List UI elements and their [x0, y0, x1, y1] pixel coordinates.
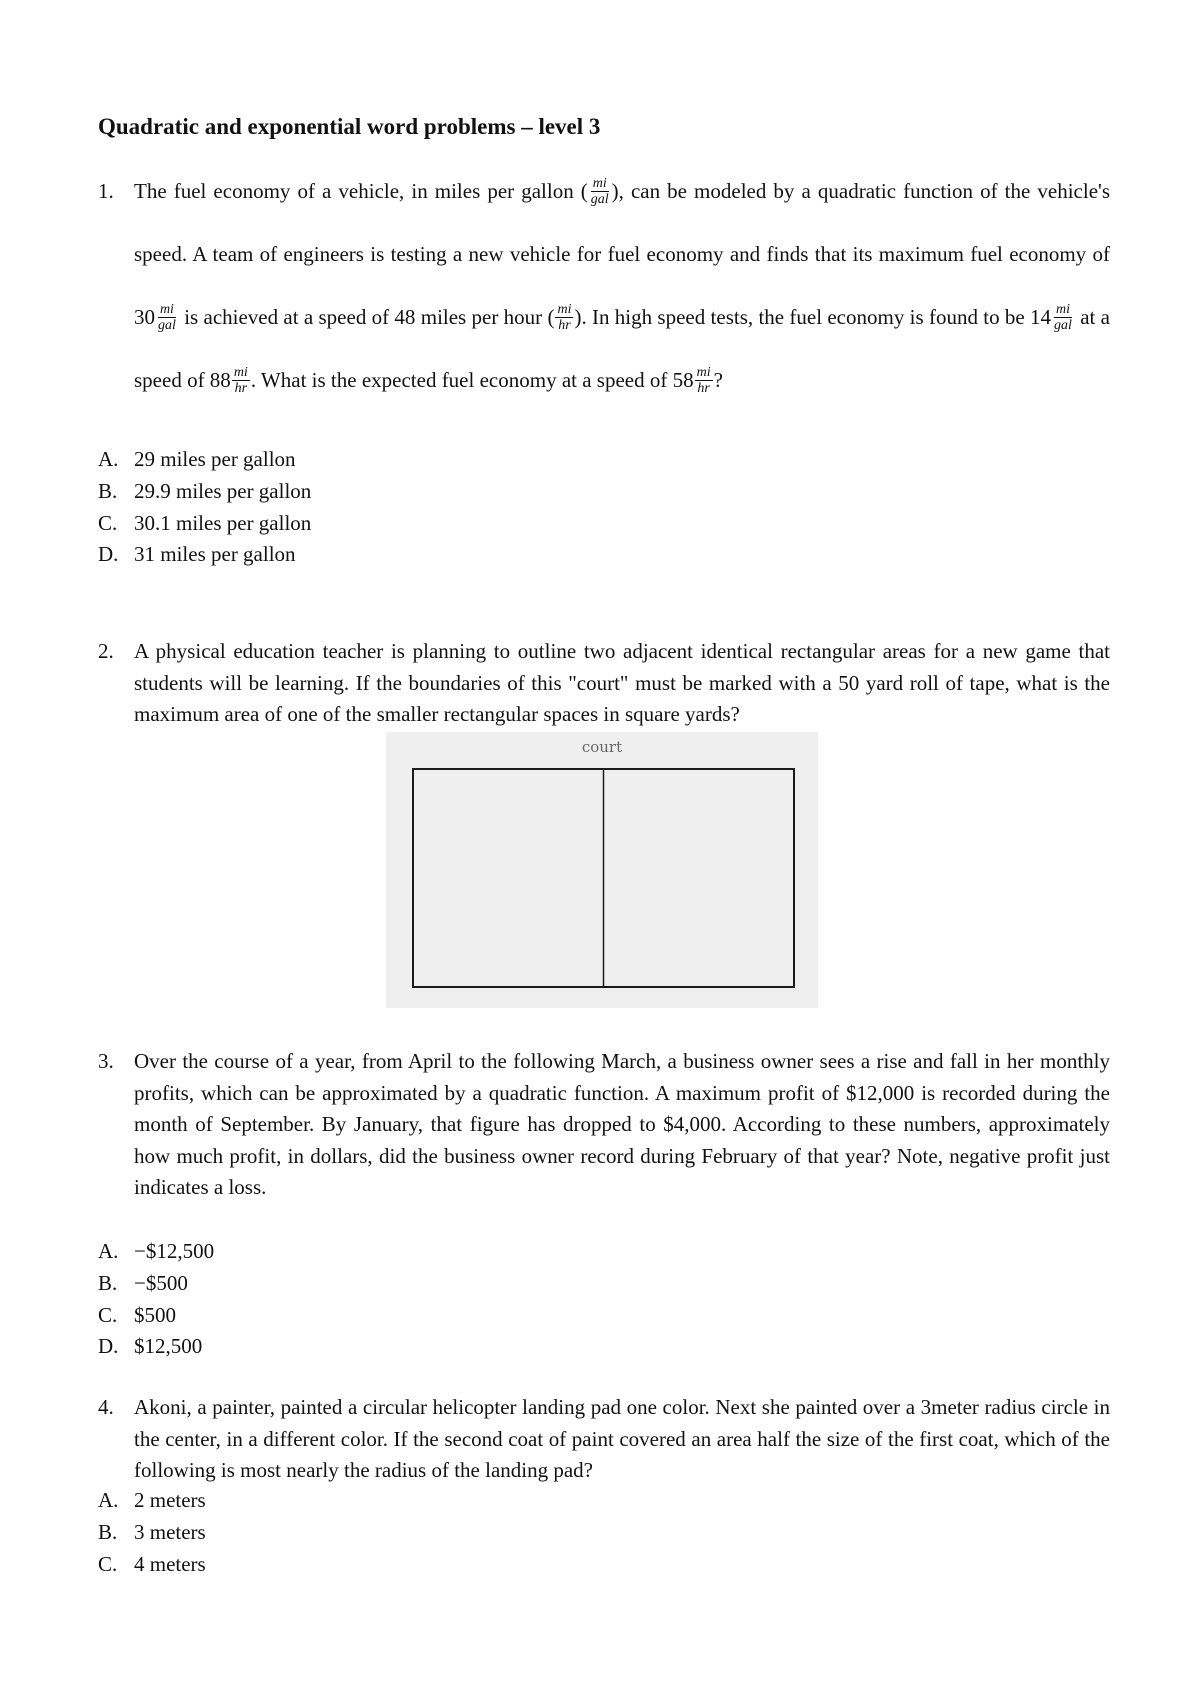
fraction-numerator: mi — [159, 301, 174, 317]
option-letter: A. — [98, 1488, 119, 1512]
question-3 — [98, 1046, 1110, 1204]
unit-fraction — [695, 365, 713, 396]
option-letter: B. — [98, 1519, 118, 1544]
option-text: 31 miles per gallon — [134, 542, 296, 567]
fraction-denominator: gal — [590, 191, 609, 207]
fraction-denominator: gal — [158, 317, 176, 333]
text-run: ). In high speed tests, the fuel economy is found to be 14 — [574, 305, 1052, 329]
answer-option[interactable] — [98, 476, 311, 508]
unit-fraction — [156, 302, 178, 333]
question-number: 4. — [98, 1395, 114, 1419]
answer-option[interactable] — [98, 444, 311, 476]
option-letter: A. — [98, 447, 119, 471]
unit-fraction — [232, 365, 250, 396]
text-run: is achieved at a speed of 48 miles per hour ( — [178, 305, 555, 329]
fraction-numerator: mi — [592, 175, 607, 191]
option-text: −$12,500 — [134, 1239, 215, 1263]
answer-option[interactable] — [98, 1485, 206, 1517]
fraction-denominator: hr — [558, 317, 571, 333]
answer-option[interactable] — [98, 1331, 214, 1363]
answer-options-q3 — [98, 1236, 214, 1363]
option-text: 30.1 miles per gallon — [134, 510, 312, 535]
question-2 — [98, 636, 1110, 731]
court-diagram — [386, 732, 818, 1008]
question-4 — [98, 1392, 1110, 1487]
figure-caption: court — [581, 738, 623, 756]
fraction-denominator: hr — [697, 380, 710, 396]
fraction-denominator: gal — [1054, 317, 1072, 333]
question-text: Over the course of a year, from April to the following March, a business owner sees a rise and fall in her monthly profits, which can be approximated by a quadratic function. A maximum profit of $12,000 is recorded during the month of September. By January, that figure has dropped to $4,000. According to these numbers, approximately how much profit, in dollars, did the business owner record during February of that year? Note, negative profit just indicates a loss. — [134, 1049, 1110, 1199]
option-text: 29 miles per gallon — [134, 447, 296, 471]
fraction-numerator: mi — [557, 301, 572, 317]
question-number: 2. — [98, 639, 114, 663]
option-text: $500 — [134, 1302, 176, 1327]
text-run: ), can be modeled by a quadratic function of the vehicle's speed. A team of engineers is testing a new vehicle for fuel economy and finds that its maximum fuel economy of 30 — [134, 179, 1110, 329]
option-text: −$500 — [134, 1270, 188, 1295]
answer-option[interactable] — [98, 1300, 214, 1332]
option-letter: C. — [98, 510, 118, 535]
answer-option[interactable] — [98, 1268, 214, 1300]
question-text: Akoni, a painter, painted a circular helicopter landing pad one color. Next she painted over a 3meter radius circle in the center, in a different color. If the second coat of paint covered an area half the size of the first coat, which of the following is most nearly the radius of the landing pad? — [134, 1395, 1110, 1482]
option-letter: D. — [98, 542, 119, 567]
answer-options-q4 — [98, 1485, 206, 1580]
option-letter: A. — [98, 1239, 119, 1263]
fraction-numerator: mi — [1055, 301, 1070, 317]
question-1 — [98, 160, 1110, 412]
unit-fraction — [555, 302, 573, 333]
fraction-denominator: hr — [234, 380, 248, 396]
option-text: 29.9 miles per gallon — [134, 478, 312, 503]
question-text — [134, 160, 1110, 412]
text-run: at a speed of 88 — [134, 305, 1110, 392]
page-title: Quadratic and exponential word problems – level 3 — [98, 114, 601, 139]
question-number: 3. — [98, 1049, 114, 1073]
text-run: ? — [713, 368, 723, 392]
option-text: $12,500 — [134, 1334, 203, 1359]
option-letter: B. — [98, 1270, 118, 1295]
option-text: 2 meters — [134, 1488, 206, 1512]
answer-option[interactable] — [98, 508, 311, 540]
unit-fraction — [589, 176, 611, 207]
fraction-numerator: mi — [696, 364, 711, 380]
question-number: 1. — [98, 179, 114, 203]
option-letter: B. — [98, 478, 118, 503]
answer-option[interactable] — [98, 1549, 206, 1581]
fraction-numerator: mi — [233, 364, 248, 380]
option-text: 4 meters — [134, 1551, 206, 1576]
unit-fraction — [1052, 302, 1074, 333]
option-letter: C. — [98, 1302, 118, 1327]
option-text: 3 meters — [134, 1519, 206, 1544]
answer-option[interactable] — [98, 539, 311, 571]
answer-options-q1 — [98, 444, 311, 571]
option-letter: C. — [98, 1551, 118, 1576]
question-text: A physical education teacher is planning to outline two adjacent identical rectangular areas for a new game that students will be learning. If the boundaries of this "court" must be marked with a 50 yard roll of tape, what is the maximum area of one of the smaller rectangular spaces in square yards? — [134, 639, 1110, 726]
court-figure — [386, 732, 818, 1008]
answer-option[interactable] — [98, 1517, 206, 1549]
answer-option[interactable] — [98, 1236, 214, 1268]
option-letter: D. — [98, 1334, 119, 1359]
text-run: . What is the expected fuel economy at a speed of 58 — [250, 368, 694, 392]
text-run: The fuel economy of a vehicle, in miles per gallon ( — [134, 179, 588, 203]
